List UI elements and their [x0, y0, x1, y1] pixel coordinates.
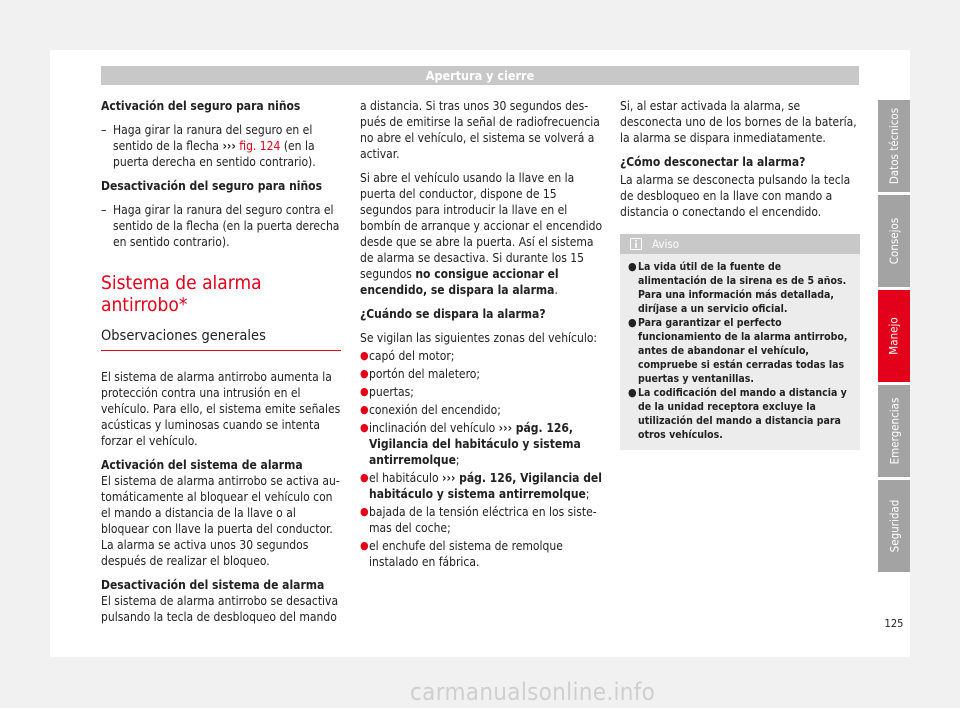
column-2 — [360, 98, 604, 572]
bullet-text — [369, 470, 604, 502]
paragraph: Se vigilan las siguientes zonas del vehículo: — [360, 331, 598, 345]
bullet-dot-icon: ● — [360, 367, 369, 380]
dash-item — [101, 202, 341, 250]
bullet-text-part: ; — [455, 453, 460, 467]
bullet-item — [360, 420, 604, 468]
dash-text-part: (en la puerta derecha en sentido contrario). — [113, 139, 316, 169]
paragraph: Si, al estar activada la alarma, se desconecta uno de los bornes de la batería, la alarma se dispara inmediatamente. — [620, 99, 857, 145]
arrow-link-icon: ››› — [222, 139, 236, 153]
tab-label: Consejos — [887, 217, 901, 265]
bullet-text-part: el habitáculo — [369, 471, 443, 485]
bullet-text: conexión del encendido; — [369, 403, 501, 417]
dash-text: Haga girar la ranura del seguro contra el sentido de la flecha (en la puerta derecha en sentido contrario). — [113, 203, 340, 249]
section-title: Sistema de alarma antirrobo* — [101, 272, 262, 316]
heading-how-disconnect-alarm: ¿Cómo desconectar la alarma? — [620, 155, 806, 169]
bullet-text: capó del motor; — [369, 349, 455, 363]
bullet-dot-icon: ● — [628, 386, 637, 399]
dash-marker: – — [101, 123, 107, 137]
bullet-item — [360, 402, 604, 418]
info-icon — [630, 238, 642, 250]
paragraph: El sistema de alarma antirrobo aumenta la protección contra una intrusión en el vehículo. Para ello, el sistema emite señales acústicas y luminosas cuando se intenta forzar el vehículo. — [101, 370, 341, 448]
paragraph-part: Si abre el vehículo usando la llave en la puerta del conductor, dispone de 15 segundos para introducir la llave en el bombín de arranque y accionar el encendido desde que se abre la puerta. Así el sistema de alarma se desactiva. Si durante los 15 segundos — [360, 171, 603, 281]
aviso-header — [620, 234, 860, 254]
bullet-item — [360, 384, 604, 400]
bullet-dot-icon: ● — [360, 421, 369, 434]
aviso-item — [628, 316, 852, 386]
aviso-item-text: Para garantizar el perfecto funcionamiento de la alarma antirrobo, antes de abandonar el vehículo, compruebe si están cerradas todas las puertas y ventanillas. — [638, 317, 848, 385]
aviso-box — [620, 234, 860, 450]
bullet-text-part: ; — [585, 487, 590, 501]
tab-emergencias[interactable] — [878, 385, 910, 477]
bullet-text: portón del maletero; — [369, 367, 480, 381]
page-number: 125 — [884, 617, 904, 630]
heading-alarm-deactivation: Desactivación del sistema de alarma — [101, 578, 325, 592]
bullet-text-part: inclinación del vehículo — [369, 421, 499, 435]
tab-label: Emergencias — [887, 397, 902, 465]
paragraph: La alarma se desconecta pulsando la tecla de desbloqueo en la llave con mando a distancia o conectando el encendido. — [620, 173, 851, 219]
bullet-item — [360, 470, 604, 502]
dash-text — [113, 122, 341, 170]
heading-child-lock-deactivation: Desactivación del seguro para niños — [101, 179, 323, 193]
bullet-item — [360, 348, 604, 364]
paragraph: El sistema de alarma antirrobo se desactiva pulsando la tecla de desbloqueo del mando — [101, 594, 339, 624]
aviso-item — [628, 260, 852, 316]
heading-when-alarm-triggers: ¿Cuándo se dispara la alarma? — [360, 307, 546, 321]
column-1 — [101, 98, 341, 633]
bullet-dot-icon: ● — [360, 385, 369, 398]
dash-text-part: Haga girar la ranura del seguro en el sentido de la flecha — [113, 123, 313, 153]
aviso-label: Aviso — [652, 237, 680, 251]
aviso-item-text: La vida útil de la fuente de alimentación de la sirena es de 5 años. Para una información más detallada, diríjase a un servicio oficial. — [638, 261, 847, 315]
bullet-text — [369, 420, 604, 468]
tab-label: Manejo — [887, 317, 901, 355]
bullet-text: el enchufe del sistema de remolque instalado en fábrica. — [369, 539, 563, 569]
bullet-dot-icon: ● — [360, 403, 369, 416]
bullet-dot-icon: ● — [360, 349, 369, 362]
bullet-dot-icon: ● — [628, 260, 637, 273]
subsection-title: Observaciones generales — [101, 328, 341, 351]
heading-child-lock-activation: Activación del seguro para niños — [101, 99, 301, 113]
heading-alarm-activation: Activación del sistema de alarma — [101, 458, 303, 472]
tab-seguridad[interactable] — [878, 480, 910, 572]
bullet-item — [360, 366, 604, 382]
bullet-item — [360, 504, 604, 536]
paragraph-part: . — [554, 283, 558, 297]
bullet-text: bajada de la tensión eléctrica en los sistemas del coche; — [369, 505, 597, 535]
bullet-item — [360, 538, 604, 570]
tab-consejos[interactable] — [878, 195, 910, 287]
paragraph-bold-part: no consigue accionar el encendido, se dispara la alarma — [360, 267, 559, 297]
aviso-item-text: La codificación del mando a distancia y de la unidad receptora excluye la utilización del mando a distancia para otros vehículos. — [638, 387, 847, 441]
paragraph: El sistema de alarma antirrobo se activa automáticamente al bloquear el vehículo con el mando a distancia de la llave o al bloquear con llave la puerta del conductor. La alarma se activa unos 30 segundos después de realizar el bloqueo. — [101, 474, 340, 568]
chapter-tabs — [878, 100, 910, 575]
figure-reference-link[interactable]: fig. 124 — [239, 139, 281, 153]
page-header: Apertura y cierre — [101, 66, 859, 85]
bullet-dot-icon: ● — [360, 471, 369, 484]
paragraph: a distancia. Si tras unos 30 segundos después de emitirse la señal de radiofrecuencia no abre el vehículo, el sistema se volverá a activar. — [360, 99, 600, 161]
tab-datos-tecnicos[interactable] — [878, 100, 910, 192]
bullet-dot-icon: ● — [360, 505, 369, 518]
tab-label: Datos técnicos — [887, 107, 902, 185]
paragraph — [360, 170, 604, 298]
bullet-text: puertas; — [369, 385, 414, 399]
tab-label: Seguridad — [887, 499, 902, 553]
watermark: carmanualsonline.info — [410, 678, 656, 706]
dash-marker: – — [101, 203, 107, 217]
page-reference-link[interactable]: pág. 126, Vigilancia del habitáculo y sistema antirremolque — [369, 421, 581, 467]
aviso-body — [620, 254, 860, 450]
column-3 — [620, 98, 860, 450]
arrow-link-icon: ››› — [442, 471, 456, 485]
page-reference-link[interactable]: pág. 126, Vigilancia del habitáculo y sistema antirremolque — [369, 471, 602, 501]
arrow-link-icon: ››› — [498, 421, 513, 435]
aviso-item — [628, 386, 852, 442]
bullet-dot-icon: ● — [628, 316, 637, 329]
dash-item — [101, 122, 341, 170]
tab-manejo[interactable] — [878, 290, 910, 382]
bullet-dot-icon: ● — [360, 539, 369, 552]
